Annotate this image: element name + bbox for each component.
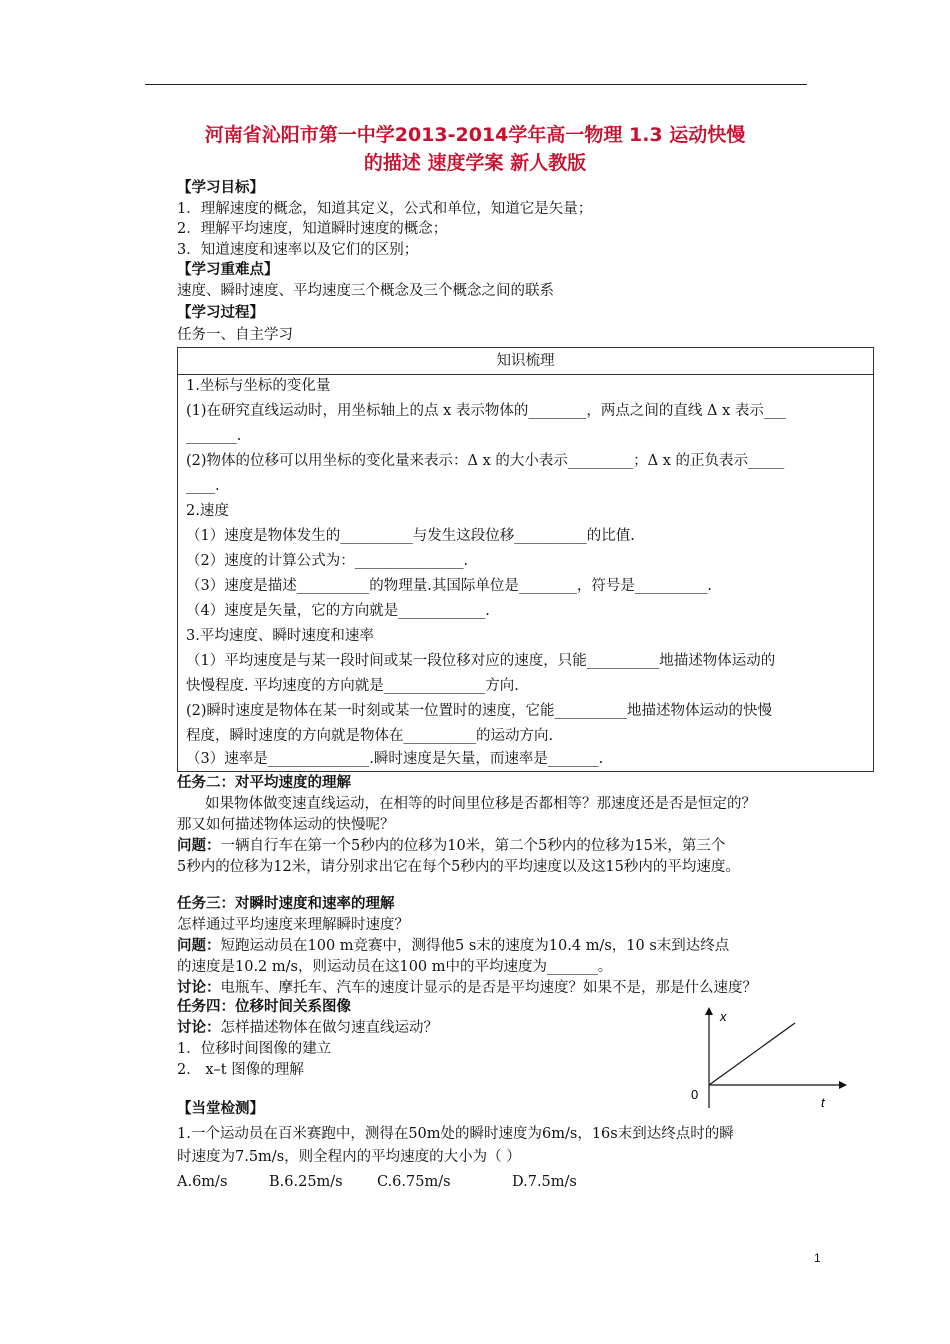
knowledge-line: （1）速度是物体发生的__________与发生这段位移__________的比值. [186,528,635,544]
knowledge-line: （3）速度是描述__________的物理量.其国际单位是________，符号是__________. [186,578,712,594]
task3-question-cont: 的速度是10.2 m/s，则运动员在这100 m中的平均速度为_______。 [177,959,613,975]
question-label: 问题： [177,938,221,954]
knowledge-line: （3）速率是______________.瞬时速度是矢量，而速率是_______. [186,751,604,767]
knowledge-line: _______. [186,428,242,444]
check-heading: 【当堂检测】 [177,1101,264,1117]
task4-discussion [177,1018,438,1038]
t-axis-arrow-icon [839,1081,847,1089]
key-points-text: 速度、瞬时速度、平均速度三个概念及三个概念之间的联系 [177,283,554,299]
option-a: A.6m/s [177,1174,228,1190]
knowledge-line: 2.速度 [186,503,229,519]
task3-discussion [177,978,757,998]
x-axis-label: x [720,1009,727,1024]
knowledge-line: (2)物体的位移可以用坐标的变化量来表示：Δ x 的大小表示_________；Δ x 的正负表示_____ [186,453,785,469]
knowledge-line: 程度，瞬时速度的方向就是物体在__________的运动方向. [186,728,554,744]
xt-line [709,1023,795,1085]
title-line-2: 的描述 速度学案 新人教版 [363,152,587,174]
task3-question [177,936,729,956]
discussion-label: 讨论： [177,980,221,996]
knowledge-line: 快慢程度. 平均速度的方向就是______________方向. [186,678,519,694]
task3-heading: 任务三：对瞬时速度和速率的理解 [177,896,395,912]
title-line-1: 河南省沁阳市第一中学2013-2014学年高一物理 1.3 运动快慢 [204,124,746,146]
task4-item: 1．位移时间图像的建立 [177,1041,332,1057]
t-axis-label: t [821,1095,825,1110]
question-text: 一辆自行车在第一个5秒内的位移为10米，第二个5秒内的位移为15米，第三个 [220,838,726,854]
goals-heading: 【学习目标】 [177,180,264,196]
goal-item: 1．理解速度的概念，知道其定义，公式和单位，知道它是矢量； [177,201,593,217]
xt-graph [680,1005,850,1115]
task2-intro: 那又如何描述物体运动的快慢呢？ [177,817,395,833]
knowledge-box [177,347,874,772]
discussion-label: 讨论： [177,1020,221,1036]
question-text: 短跑运动员在100 m竞赛中，测得他5 s末的速度为10.4 m/s，10 s末到达终点 [220,938,730,954]
check-question: 1.一个运动员在百米赛跑中，测得在50m处的瞬时速度为6m/s，16s末到达终点时的瞬 [177,1126,734,1142]
knowledge-line: （1）平均速度是与某一段时间或某一段位移对应的速度，只能__________地描述物体运动的 [186,653,776,669]
goal-item: 2．理解平均速度，知道瞬时速度的概念； [177,221,448,237]
key-points-heading: 【学习重难点】 [177,262,279,278]
knowledge-line: 3.平均速度、瞬时速度和速率 [186,628,374,644]
knowledge-line: 1.坐标与坐标的变化量 [186,378,331,394]
task2-question [177,836,725,856]
option-b: B.6.25m/s [269,1174,343,1190]
page-number: 1 [814,1251,821,1265]
header-rule [145,84,807,85]
task2-intro: 如果物体做变速直线运动，在相等的时间里位移是否都相等？那速度还是否是恒定的？ [205,796,756,812]
origin-label: 0 [691,1087,699,1102]
knowledge-box-header: 知识梳理 [178,348,873,375]
task4-item: 2． x–t 图像的理解 [177,1062,304,1078]
task1-heading: 任务一、自主学习 [177,327,293,343]
task3-intro: 怎样通过平均速度来理解瞬时速度？ [177,917,409,933]
task2-question-cont: 5秒内的位移为12米，请分别求出它在每个5秒内的平均速度以及这15秒内的平均速度。 [177,859,740,875]
discussion-text: 电瓶车、摩托车、汽车的速度计显示的是否是平均速度？如果不是，那是什么速度？ [220,980,757,996]
option-d: D.7.5m/s [512,1174,577,1190]
knowledge-line: (2)瞬时速度是物体在某一时刻或某一位置时的速度，它能__________地描述物体运动的快慢 [186,703,773,719]
knowledge-line: （2）速度的计算公式为：_______________. [186,553,469,569]
question-label: 问题： [177,838,221,854]
task2-heading: 任务二：对平均速度的理解 [177,775,351,791]
option-c: C.6.75m/s [377,1174,451,1190]
discussion-text: 怎样描述物体在做匀速直线运动？ [220,1020,438,1036]
check-question-cont: 时速度为7.5m/s，则全程内的平均速度的大小为（ ） [177,1149,521,1165]
process-heading: 【学习过程】 [177,305,264,321]
knowledge-line: （4）速度是矢量，它的方向就是____________. [186,603,490,619]
task4-heading: 任务四：位移时间关系图像 [177,999,351,1015]
knowledge-line: (1)在研究直线运动时，用坐标轴上的点 x 表示物体的________，两点之间的直线 Δ x 表示___ [186,403,786,419]
x-axis-arrow-icon [705,1007,713,1015]
knowledge-line: ____. [186,478,220,494]
goal-item: 3．知道速度和速率以及它们的区别； [177,242,419,258]
